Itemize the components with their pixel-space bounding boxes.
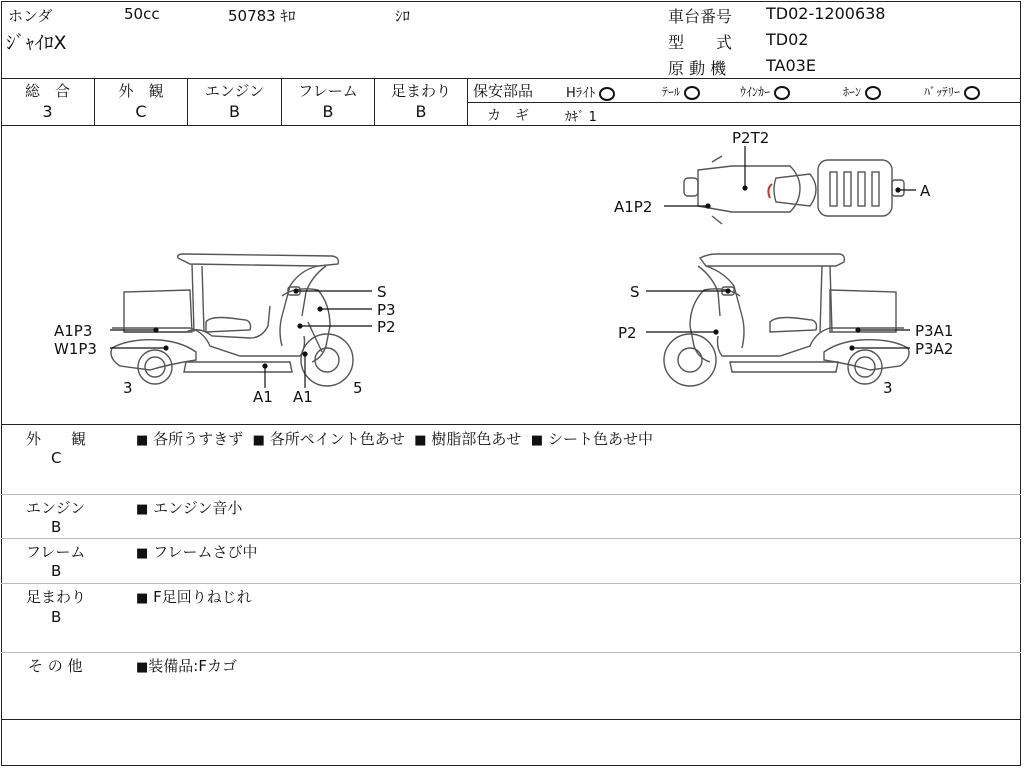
note-engine-items: ■ エンジン音小 xyxy=(136,499,243,517)
note-suspension-items: ■ F足回りねじれ xyxy=(136,588,252,606)
left-label-p3: P3 xyxy=(377,301,396,319)
headlight-ok-icon xyxy=(599,87,615,101)
safety-label: 保安部品 xyxy=(473,82,534,100)
right-label-s: S xyxy=(630,283,640,301)
chassis-label: 車台番号 xyxy=(668,7,733,26)
left-label-w1p3: W1P3 xyxy=(54,340,97,358)
note-frame-title: フレーム xyxy=(26,543,86,561)
top-label-a: A xyxy=(920,182,931,200)
grade-suspension-value: B xyxy=(415,102,427,121)
rule xyxy=(1,538,1021,539)
key-label: カ ギ xyxy=(487,108,529,124)
safety-tail: ﾃｰﾙ xyxy=(662,83,700,100)
grade-exterior-label: 外 観 xyxy=(118,82,164,100)
note-exterior-grade: C xyxy=(51,449,62,467)
rule xyxy=(468,102,1021,103)
left-label-p2: P2 xyxy=(377,318,396,336)
left-label-a1-2: A1 xyxy=(293,388,313,406)
body-color: ｼﾛ xyxy=(395,7,411,25)
safety-battery: ﾊﾞｯﾃﾘｰ xyxy=(924,83,980,100)
left-label-5: 5 xyxy=(353,379,363,397)
rule xyxy=(1,583,1021,584)
scooter-left-view xyxy=(111,254,353,386)
rule xyxy=(1,78,1021,79)
winker-ok-icon xyxy=(774,86,790,100)
grade-engine-label: エンジン xyxy=(204,82,265,100)
safety-horn: ﾎｰﾝ xyxy=(843,83,881,100)
displacement: 50cc xyxy=(124,5,160,23)
rule xyxy=(1,494,1021,495)
grade-overall-value: 3 xyxy=(42,102,53,121)
rule xyxy=(467,78,468,125)
engine-model-value: TA03E xyxy=(766,56,816,75)
chassis-value: TD02-1200638 xyxy=(766,4,886,23)
grade-engine-value: B xyxy=(229,102,240,121)
note-other-title: そ の 他 xyxy=(28,657,83,675)
safety-headlight: Hﾗｲﾄ xyxy=(566,82,615,101)
red-mark xyxy=(768,184,772,198)
note-exterior-items: ■ 各所うすきず ■ 各所ペイント色あせ ■ 樹脂部色あせ ■ シート色あせ中 xyxy=(136,430,654,448)
note-exterior-title: 外 観 xyxy=(26,430,87,448)
damage-diagram xyxy=(0,126,1022,424)
note-frame-grade: B xyxy=(51,562,62,580)
grade-frame-label: フレーム xyxy=(298,82,358,100)
grade-suspension-label: 足まわり xyxy=(390,82,451,100)
note-engine-title: エンジン xyxy=(26,499,86,517)
safety-winker: ｳｲﾝｶｰ xyxy=(740,83,790,100)
left-label-a1p3: A1P3 xyxy=(54,322,93,340)
left-label-s: S xyxy=(377,283,387,301)
note-engine-grade: B xyxy=(51,518,62,536)
left-label-a1-1: A1 xyxy=(253,388,273,406)
tail-ok-icon xyxy=(684,86,700,100)
battery-ok-icon xyxy=(964,86,980,100)
left-label-3: 3 xyxy=(123,379,133,397)
grade-exterior-value: C xyxy=(135,102,147,121)
rule xyxy=(1,719,1021,720)
note-suspension-title: 足まわり xyxy=(26,588,87,606)
rule xyxy=(1,424,1021,425)
type-value: TD02 xyxy=(766,30,809,49)
type-label: 型 式 xyxy=(668,33,733,52)
top-label-a1p2: A1P2 xyxy=(614,198,653,216)
model-name: ｼﾞｬｲﾛX xyxy=(6,32,67,54)
mileage: 50783 ｷﾛ xyxy=(228,7,296,25)
note-other-items: ■装備品:Fカゴ xyxy=(136,657,237,675)
note-suspension-grade: B xyxy=(51,608,62,626)
key-value: ｶｷﾞ 1 xyxy=(565,110,597,125)
grade-overall-label: 総 合 xyxy=(24,82,70,100)
right-label-p3a1: P3A1 xyxy=(915,322,954,340)
top-label-p2t2: P2T2 xyxy=(732,129,770,147)
grade-frame-value: B xyxy=(322,102,334,121)
scooter-top-view xyxy=(684,156,904,224)
right-label-3: 3 xyxy=(883,379,893,397)
maker: ホンダ xyxy=(8,7,53,25)
note-frame-items: ■ フレームさび中 xyxy=(136,543,258,561)
rule xyxy=(1,652,1021,653)
horn-ok-icon xyxy=(865,86,881,100)
engine-model-label: 原 動 機 xyxy=(668,59,727,78)
scooter-right-view xyxy=(664,254,909,386)
right-label-p2: P2 xyxy=(618,324,637,342)
right-label-p3a2: P3A2 xyxy=(915,340,954,358)
